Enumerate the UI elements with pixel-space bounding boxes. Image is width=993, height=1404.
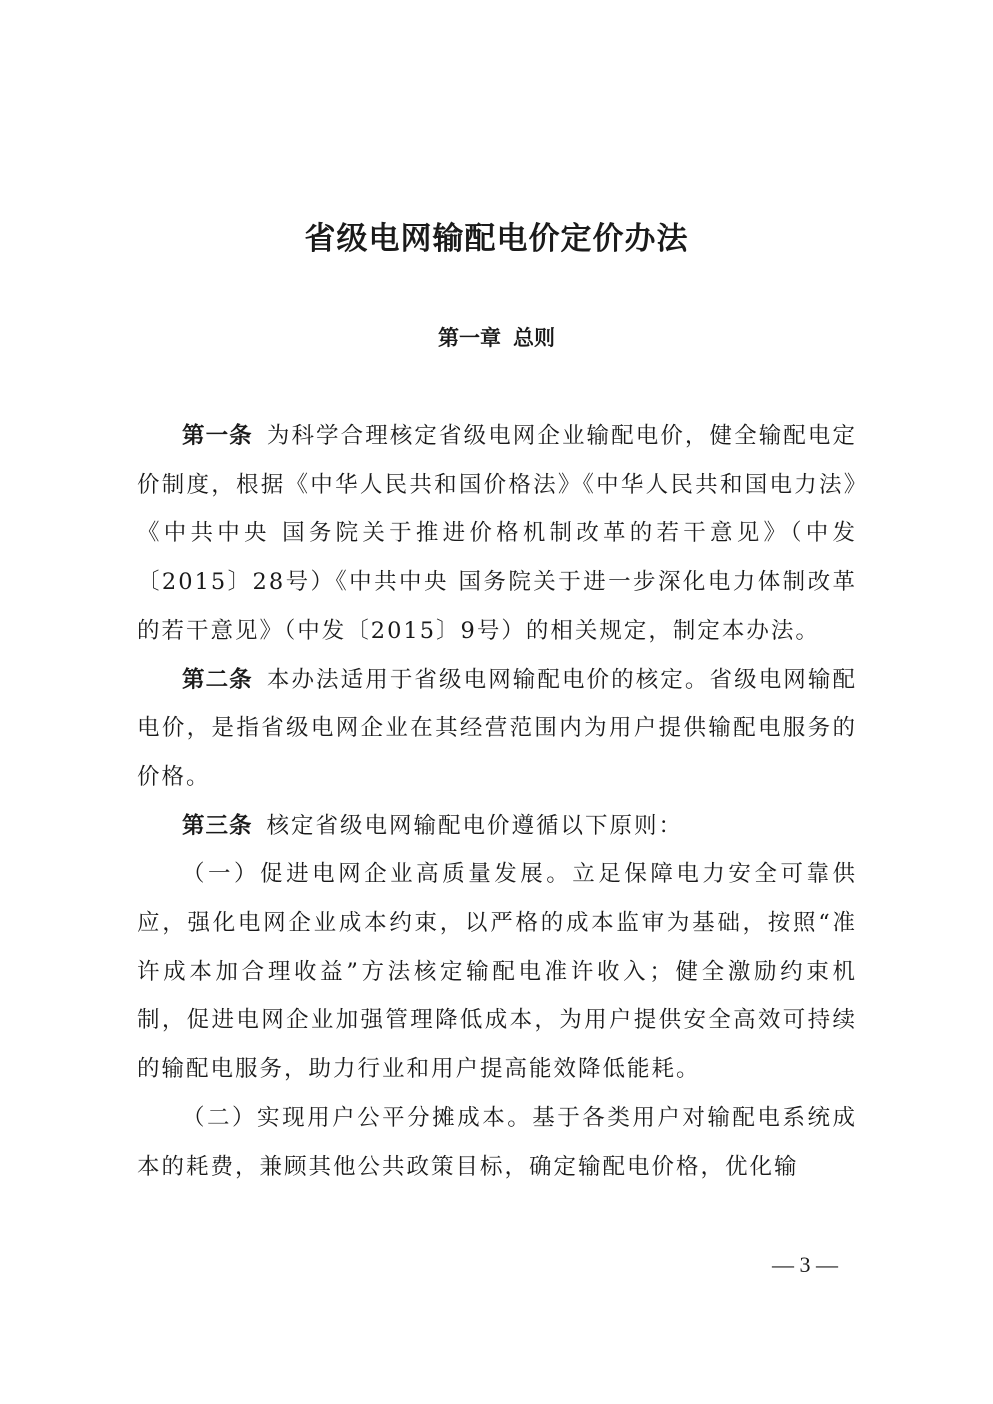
article-label: 第三条 (182, 812, 253, 839)
article-label: 第二条 (182, 666, 253, 693)
article-3 (137, 802, 857, 851)
article-1 (137, 412, 857, 656)
document-title: 省级电网输配电价定价办法 (304, 221, 689, 257)
chapter-heading (0, 318, 993, 358)
clause-2: （二）实现用户公平分摊成本。基于各类用户对输配电系统成本的耗费，兼顾其他公共政策目标，确定输配电价格，优化输 (137, 1104, 857, 1180)
article-text: 本办法适用于省级电网输配电价的核定。省级电网输配电价，是指省级电网企业在其经营范围内为用户提供输配电服务的价格。 (137, 666, 857, 790)
page-number: — 3 — (772, 1252, 838, 1277)
article-text: 为科学合理核定省级电网企业输配电价，健全输配电定价制度，根据《中华人民共和国价格法》《中华人民共和国电力法》《中共中央 国务院关于推进价格机制改革的若干意见》（中发〔2015〕28号）《中共中央 国务院关于进一步深化电力体制改革的若干意见》（中发〔2015〕9号）的相关规定，制定本办法。 (137, 423, 857, 644)
document-body (137, 412, 857, 1191)
article-2 (137, 656, 857, 802)
chapter-number: 第一章 (438, 326, 501, 350)
clause-1: （一）促进电网企业高质量发展。立足保障电力安全可靠供应，强化电网企业成本约束，以严格的成本监审为基础，按照“准许成本加合理收益”方法核定输配电准许收入；健全激励约束机制，促进电网企业加强管理降低成本，为用户提供安全高效可持续的输配电服务，助力行业和用户提高能效降低能耗。 (137, 861, 857, 1083)
article-text: 核定省级电网输配电价遵循以下原则： (266, 812, 684, 839)
article-label: 第一条 (182, 423, 253, 449)
chapter-name: 总则 (513, 326, 555, 350)
